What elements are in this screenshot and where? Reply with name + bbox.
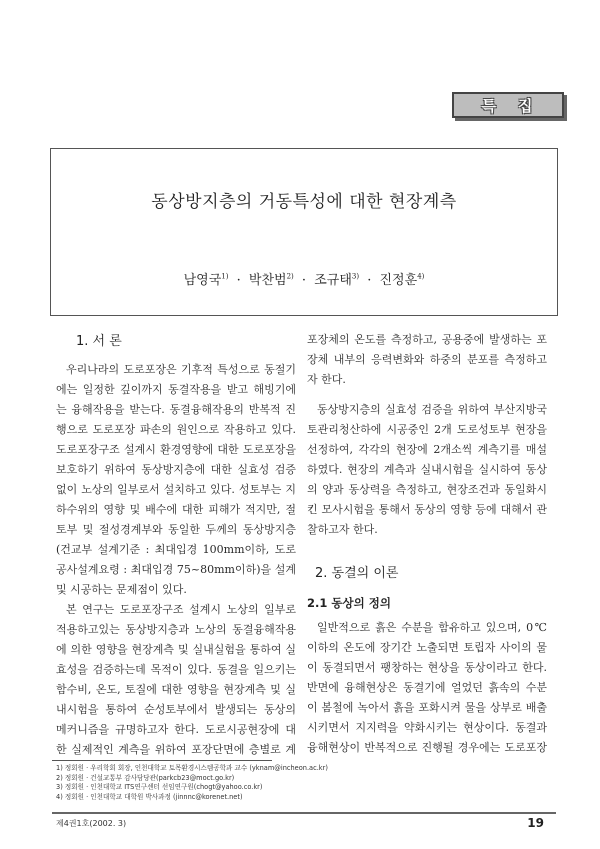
paper-title: 동상방지층의 거동특성에 대한 현장계측 [151, 192, 457, 212]
author-affiliation-mark: 4) [417, 272, 425, 281]
footnote-rule [52, 760, 272, 761]
author-affiliation-mark: 2) [286, 272, 294, 281]
author-separator: · [367, 273, 372, 288]
footer-rule [52, 812, 556, 814]
footnote: 2) 정회원 · 건설교통부 감사담당관(parkcb23@moct.go.kr) [56, 773, 235, 782]
author-separator: · [236, 273, 241, 288]
issue-info: 제4권1호(2002. 3) [56, 819, 127, 828]
title-frame [50, 148, 558, 316]
footnotes [56, 764, 328, 802]
section-heading-frost-theory: 2. 동결의 이론 [315, 566, 399, 581]
footnote: 4) 정회원 · 인천대학교 대학원 박사과정 (jinnnc@korenet.net) [56, 792, 243, 801]
author-name: 진정훈 [379, 273, 418, 288]
left-column [56, 330, 296, 755]
footnote: 3) 정회원 · 인천대학교 ITS연구센터 선임연구원(chogt@yahoo.co.kr) [56, 783, 263, 791]
body-paragraph: 포장체의 온도를 측정하고, 공용중에 발생하는 포장체 내부의 응력변화와 하중의 분포를 측정하고자 한다. [307, 333, 547, 386]
author-name: 조규태 [314, 273, 352, 288]
right-column [307, 330, 547, 755]
body-paragraph: 일반적으로 흙은 수분을 함유하고 있으며, 0℃이하의 온도에 장기간 노출되면 토립자 사이의 물이 동결되면서 팽창하는 현상을 동상이라고 한다. 반면에 융해현상은 동결기에 얼었던 흙속의 수분이 봄철에 녹아서 흙을 포화시켜 물을 상부로 배출시키면서 지지력을 약화시키는 현상이다. 동결과 융해현상이 반복적으로 진행될 경우에는 도로포장 [307, 621, 547, 754]
author-name: 남영국 [183, 273, 222, 288]
feature-tag [452, 92, 564, 118]
subsection-heading-frost-definition: 2.1 동상의 정의 [307, 596, 391, 610]
feature-tag-label: 특집 [481, 96, 555, 115]
section-heading-introduction: 1. 서 론 [76, 334, 122, 349]
footnote: 1) 정회원 · 우리학회 회장, 인천대학교 토목환경시스템공학과 교수 (yknam@incheon.ac.kr) [56, 764, 328, 772]
author-separator: · [301, 273, 307, 288]
author-list [51, 269, 557, 288]
author-name: 박찬범 [248, 273, 287, 288]
author-affiliation-mark: 1) [221, 272, 229, 281]
author-affiliation-mark: 3) [351, 272, 360, 281]
body-paragraph: 본 연구는 도로포장구조 설계시 노상의 일부로 적용하고있는 동상방지층과 노상의 동결융해작용에 의한 영향을 현장계측 및 실내실험을 통하여 실효성을 검증하는데 목적이 있다. 동결을 일으키는 함수비, 온도, 토질에 대한 영향을 현장계측 및 실내시험을 통하여 순성토부에서 발생되는 동상의 메커니즘을 규명하고자 한다. 도로시공현장에 대한 실제적인 계측을 위하여 포장단면에 층별로 계 [56, 603, 296, 755]
page-number: 19 [527, 816, 544, 830]
body-paragraph: 동상방지층의 실효성 검증을 위하여 부산지방국토관리청산하에 시공중인 2개 도로성토부 현장을 선정하여, 각각의 현장에 2개소씩 계측기를 매설하였다. 현장의 계측과 실내시험을 실시하여 동상의 양과 동상력을 측정하고, 현장조건과 동일화시킨 모사시험을 통해서 동상의 영향 등에 대해서 관찰하고자 한다. [307, 403, 547, 536]
body-paragraph: 우리나라의 도로포장은 기후적 특성으로 동절기에는 일정한 깊이까지 동결작용을 받고 해빙기에는 융해작용을 받는다. 동결융해작용의 반복적 진행으로 도로포장 파손의 원인으로 작용하고 있다. 도로포장구조 설계시 환경영향에 대한 도로포장을 보호하기 위하여 동상방지층에 대한 실효성 검증없이 노상의 일부로서 설치하고 있다. 성토부는 지하수위의 영향 및 배수에 대한 피해가 적지만, 절토부 및 절성경계부와 동일한 두께의 동상방지층(건교부 설계기준 : 최대입경 100mm이하, 도로공사설계요령 : 최대입경 75~80mm이하)을 설계 및 시공하는 문제점이 있다. [56, 363, 296, 596]
